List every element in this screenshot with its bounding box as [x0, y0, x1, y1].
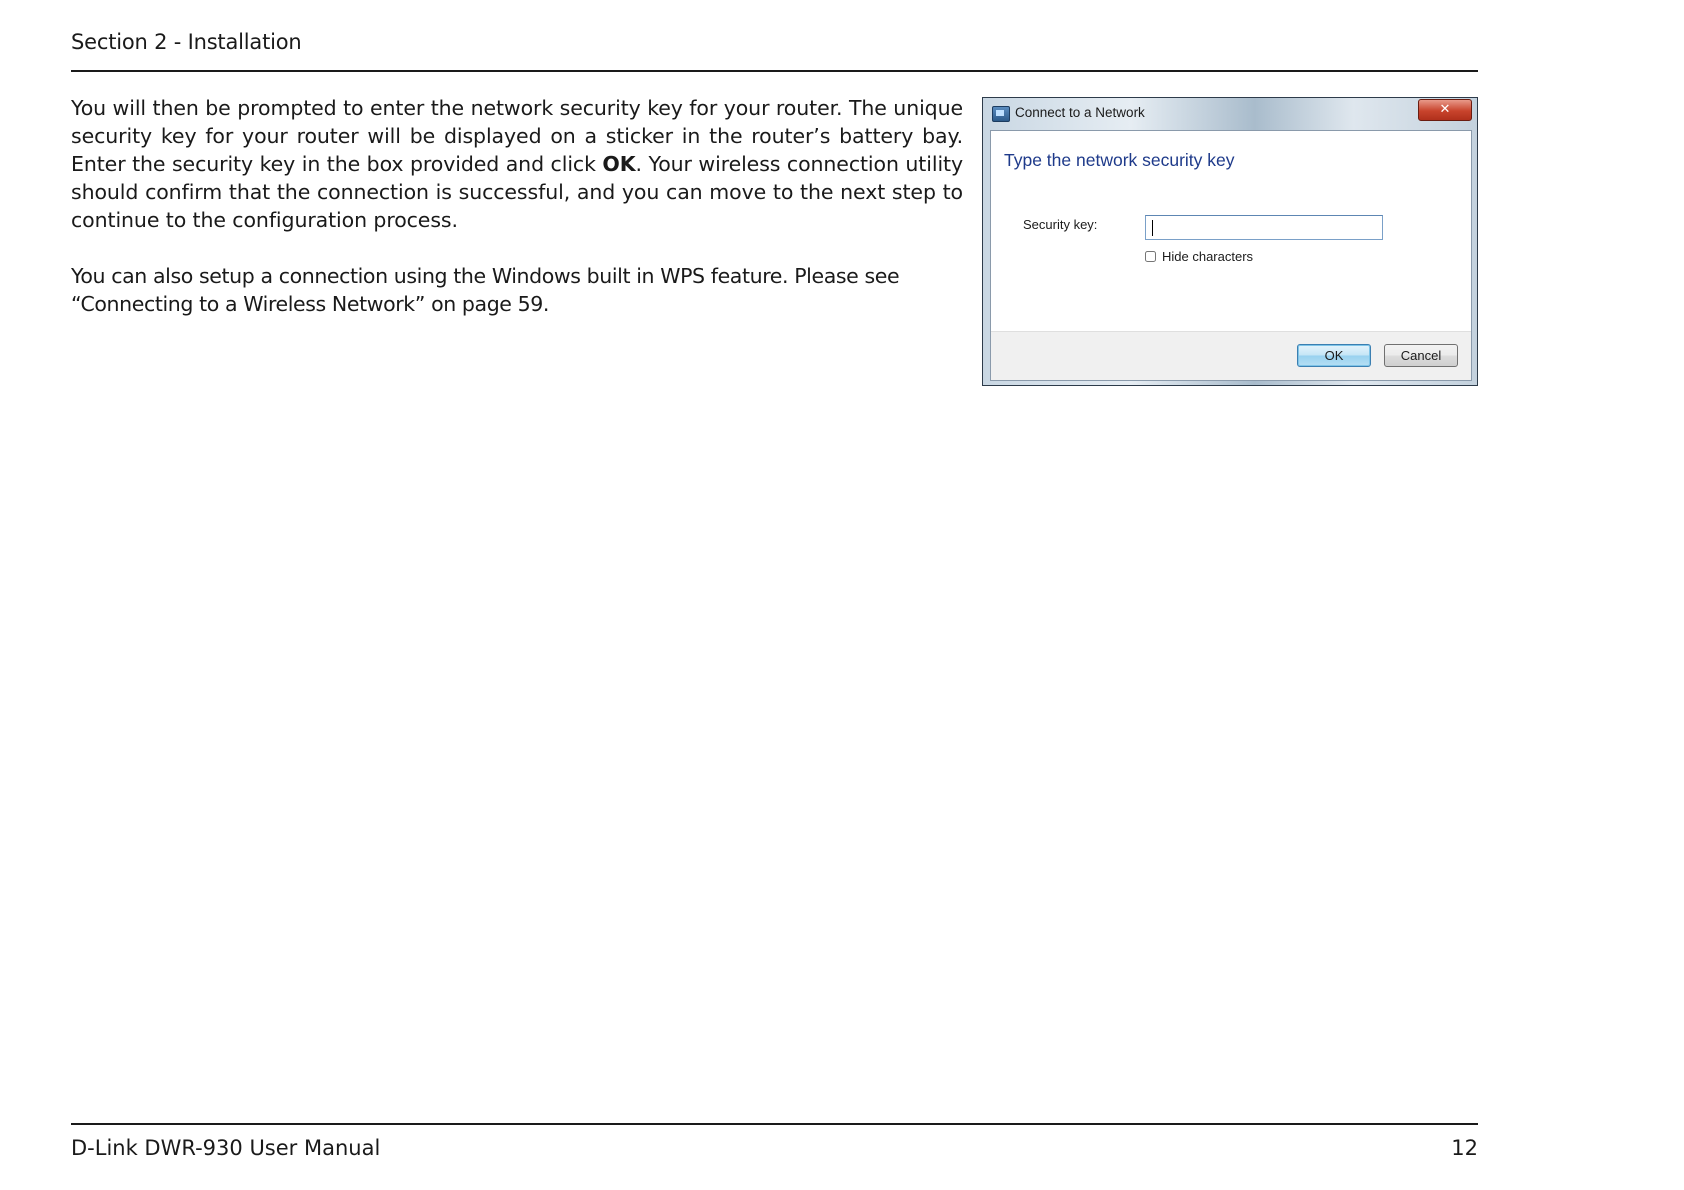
security-key-label: Security key:: [1023, 217, 1098, 232]
paragraph1-text-start: You will then be prompted to enter the network security key for your router. The unique security key for your router will be displayed on a sticker in the router’s battery bay. Enter the security key in the box provided and click: [71, 96, 963, 176]
dialog-heading: Type the network security key: [1004, 150, 1235, 170]
dialog-titlebar: [983, 98, 1477, 130]
header-rule: [71, 70, 1478, 72]
hide-characters-checkbox[interactable]: [1145, 251, 1156, 262]
dialog-title: Connect to a Network: [1015, 105, 1145, 120]
security-key-input[interactable]: [1145, 215, 1383, 240]
paragraph1-text-end: . Your wireless connection utility should confirm that the connection is successful, and you can move to the next step to continue to the configuration process.: [71, 152, 964, 232]
cancel-button[interactable]: Cancel: [1384, 344, 1458, 367]
dialog-button-bar: [991, 331, 1471, 380]
ok-button[interactable]: OK: [1297, 344, 1371, 367]
network-icon: [992, 106, 1010, 122]
section-header: Section 2 - Installation: [71, 30, 302, 54]
connect-to-network-dialog: [982, 97, 1478, 386]
page-number: 12: [1451, 1136, 1478, 1160]
manual-title: D-Link DWR-930 User Manual: [71, 1136, 381, 1160]
footer-rule: [71, 1123, 1478, 1125]
close-button[interactable]: ✕: [1418, 99, 1472, 121]
wps-paragraph: You can also setup a connection using the Windows built in WPS feature. Please see “Connecting to a Wireless Network” on page 59.: [71, 264, 900, 316]
dialog-content: [990, 130, 1472, 381]
instruction-paragraph: [71, 94, 963, 234]
text-cursor: [1152, 220, 1153, 236]
hide-characters-label: Hide characters: [1162, 249, 1254, 264]
ok-emphasis: OK: [602, 152, 636, 176]
